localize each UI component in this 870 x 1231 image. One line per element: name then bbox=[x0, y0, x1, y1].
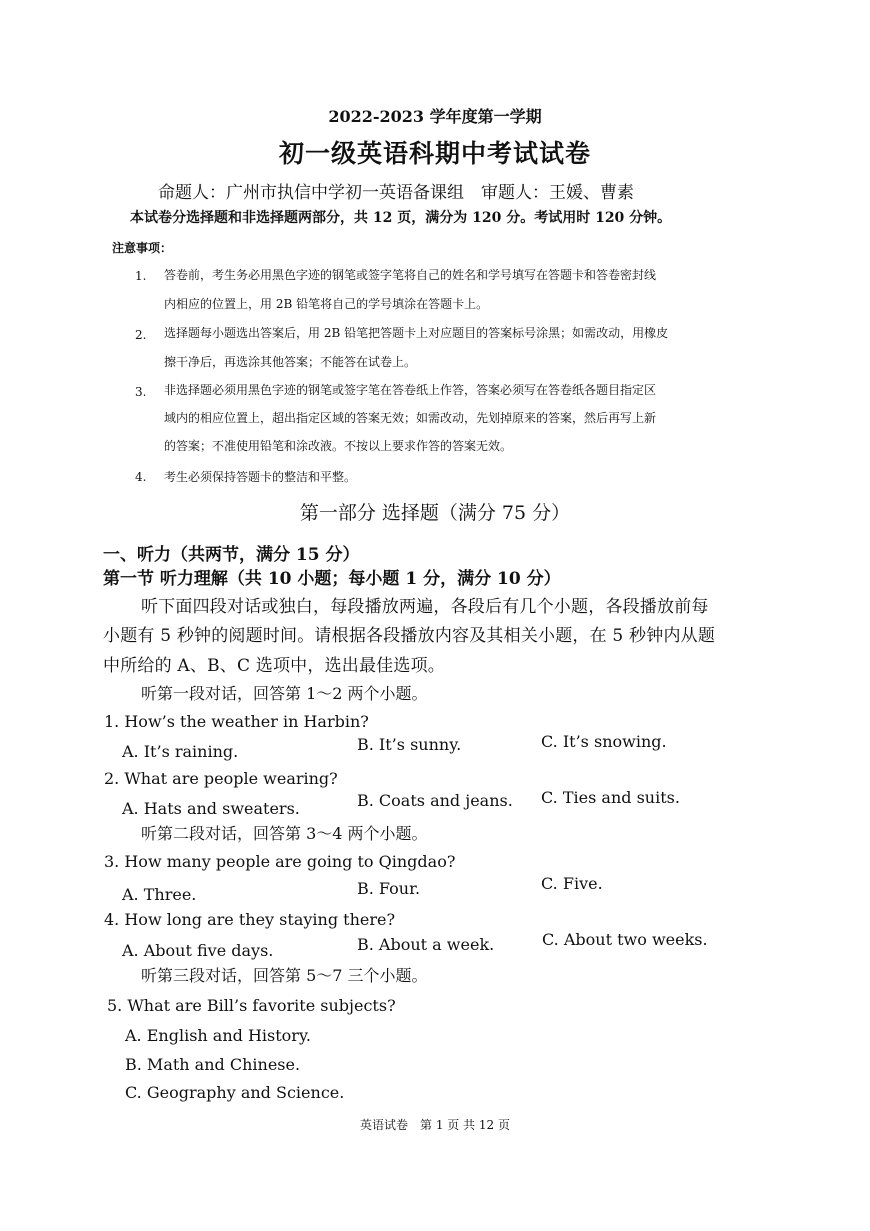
question: 2. What are people wearing? bbox=[104, 769, 338, 788]
option-a: A. Three. bbox=[122, 885, 197, 904]
note-text: 内相应的位置上，用 2B 铅笔将自己的学号填涂在答题卡上。 bbox=[164, 297, 489, 311]
option-a: A. About five days. bbox=[122, 941, 274, 960]
option-c: C. About two weeks. bbox=[542, 930, 708, 949]
dialogue-instruction: 听第三段对话，回答第 5～7 三个小题。 bbox=[141, 966, 428, 985]
option-c: C. It’s snowing. bbox=[541, 732, 667, 751]
authors-line: 命题人：广州市执信中学初一英语备课组 审题人：王媛、曹素 bbox=[158, 183, 634, 203]
option-a: A. It’s raining. bbox=[122, 742, 239, 761]
note-text: 答卷前，考生务必用黑色字迹的钢笔或签字笔将自己的姓名和学号填写在答题卡和答卷密封线 bbox=[164, 268, 657, 282]
dialogue-instruction: 听第二段对话，回答第 3～4 两个小题。 bbox=[141, 824, 428, 843]
instruction-line: 小题有 5 秒钟的阅题时间。请根据各段播放内容及其相关小题，在 5 秒钟内从题 bbox=[103, 626, 716, 646]
note-text: 的答案；不准使用铅笔和涂改液。不按以上要求作答的答案无效。 bbox=[164, 439, 513, 453]
part-title: 第一部分 选择题（满分 75 分） bbox=[299, 502, 571, 524]
note-number: 2. bbox=[135, 328, 147, 342]
note-number: 3. bbox=[135, 385, 147, 399]
page-title: 初一级英语科期中考试试卷 bbox=[278, 139, 591, 168]
question: 5. What are Bill’s favorite subjects? bbox=[107, 996, 396, 1015]
option-c: C. Five. bbox=[541, 874, 603, 893]
section-heading: 一、听力（共两节，满分 15 分） bbox=[103, 545, 360, 565]
option-a: A. Hats and sweaters. bbox=[122, 799, 300, 818]
note-text: 选择题每小题选出答案后，用 2B 铅笔把答题卡上对应题目的答案标号涂黑；如需改动，用橡皮 bbox=[164, 326, 669, 340]
note-number: 1. bbox=[135, 269, 147, 283]
exam-summary: 本试卷分选择题和非选择题两部分，共 12 页，满分为 120 分。考试用时 120 分钟。 bbox=[130, 210, 672, 226]
option-c: C. Ties and suits. bbox=[541, 788, 680, 807]
option-b: B. Math and Chinese. bbox=[125, 1055, 301, 1074]
option-b: B. About a week. bbox=[357, 935, 495, 954]
note-number: 4. bbox=[135, 470, 147, 484]
option-c: C. Geography and Science. bbox=[125, 1083, 345, 1102]
instruction-line: 中所给的 A、B、C 选项中，选出最佳选项。 bbox=[103, 656, 445, 676]
question: 1. How’s the weather in Harbin? bbox=[104, 712, 369, 731]
option-b: B. It’s sunny. bbox=[357, 735, 462, 754]
page-footer: 英语试卷 第 1 页 共 12 页 bbox=[360, 1118, 510, 1132]
note-text: 域内的相应位置上，超出指定区域的答案无效；如需改动，先划掉原来的答案，然后再写上新 bbox=[164, 411, 657, 425]
dialogue-instruction: 听第一段对话，回答第 1～2 两个小题。 bbox=[141, 684, 428, 703]
option-a: A. English and History. bbox=[125, 1026, 311, 1045]
question: 3. How many people are going to Qingdao? bbox=[104, 852, 456, 871]
instruction-line: 听下面四段对话或独白，每段播放两遍，各段后有几个小题，各段播放前每 bbox=[141, 597, 709, 617]
notes-heading: 注意事项： bbox=[112, 241, 173, 255]
option-b: B. Four. bbox=[357, 879, 421, 898]
note-text: 非选择题必须用黑色字迹的钢笔或签字笔在答卷纸上作答，答案必须写在答卷纸各题目指定区 bbox=[164, 383, 657, 397]
year-term: 2022-2023 学年度第一学期 bbox=[328, 107, 542, 126]
option-b: B. Coats and jeans. bbox=[357, 791, 513, 810]
question: 4. How long are they staying there? bbox=[104, 910, 396, 929]
note-text: 考生必须保持答题卡的整洁和平整。 bbox=[164, 470, 357, 484]
subsection-heading: 第一节 听力理解（共 10 小题；每小题 1 分，满分 10 分） bbox=[103, 569, 561, 589]
note-text: 擦干净后，再选涂其他答案；不能答在试卷上。 bbox=[164, 355, 417, 369]
